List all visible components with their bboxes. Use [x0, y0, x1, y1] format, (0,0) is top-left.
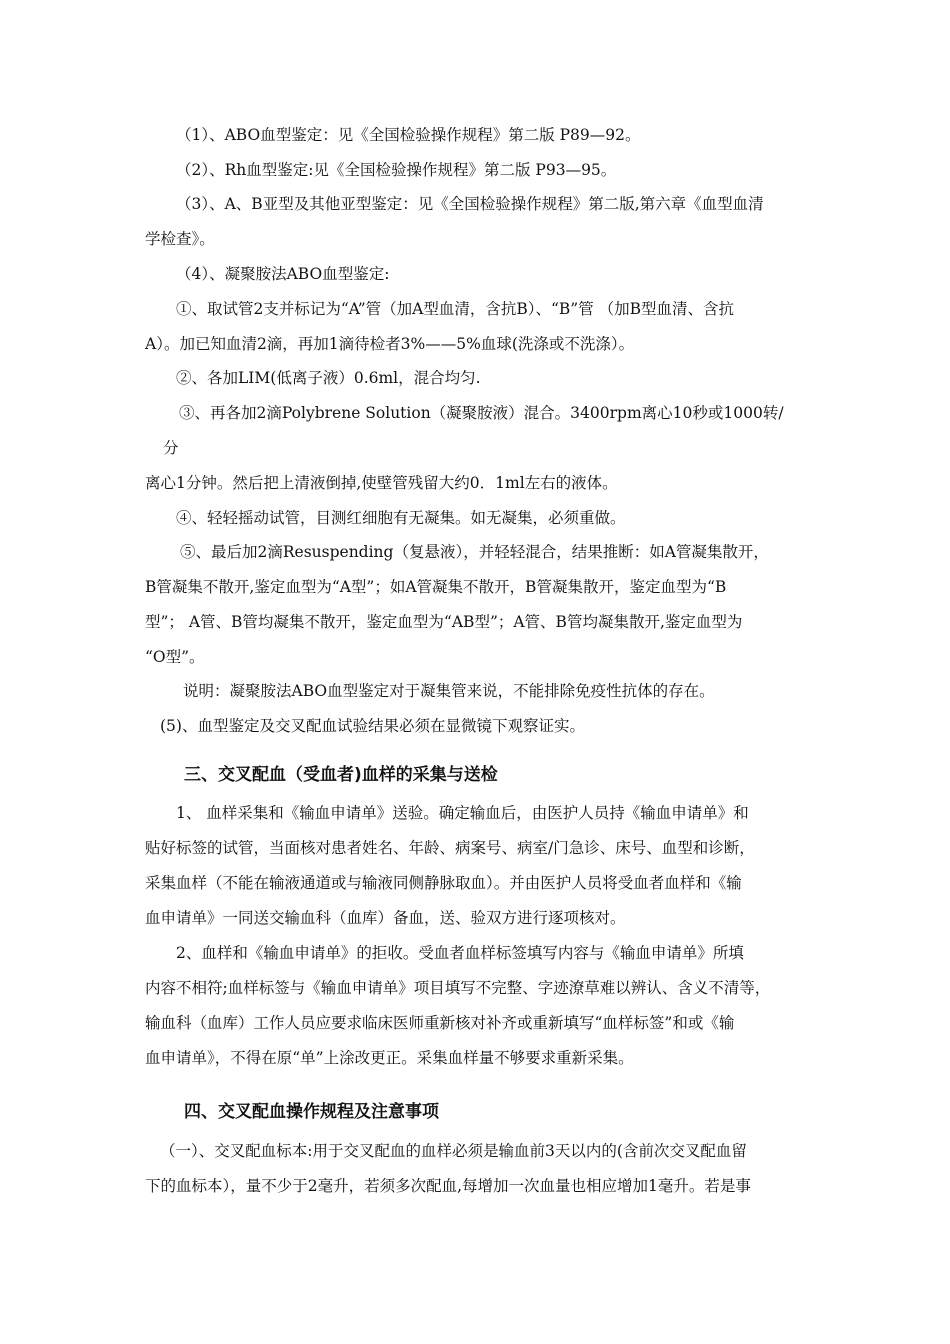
- text-line: 型”； A管、B管均凝集不散开，鉴定血型为“AB型”；A管、B管均凝集散开,鉴定血型为: [145, 613, 743, 631]
- text-line: 说明：凝聚胺法ABO血型鉴定对于凝集管来说，不能排除免疫性抗体的存在。: [183, 682, 715, 700]
- text-line: 离心1分钟。然后把上清液倒掉,使壁管残留大约0．1ml左右的液体。: [145, 474, 618, 492]
- text-line: （1）、ABO血型鉴定：见《全国检验操作规程》第二版 P89—92。: [176, 126, 641, 144]
- text-line: 血申请单》一同送交输血科（血库）备血，送、验双方进行逐项核对。: [145, 909, 626, 927]
- text-line: 2、血样和《输血申请单》的拒收。受血者血样标签填写内容与《输血申请单》所填: [176, 944, 744, 962]
- text-line: ①、取试管2支并标记为“A”管（加A型血清，含抗B）、“B”管 （加B型血清、含抗: [176, 300, 735, 318]
- text-line: 学检查》。: [145, 230, 215, 248]
- text-line: ④、轻轻摇动试管，目测红细胞有无凝集。如无凝集，必须重做。: [176, 509, 626, 527]
- text-line: （4）、凝聚胺法ABO血型鉴定:: [176, 265, 390, 283]
- text-line: 分: [163, 439, 179, 457]
- text-line: 1、 血样采集和《输血申请单》送验。确定输血后，由医护人员持《输血申请单》和: [176, 804, 749, 822]
- text-line: （2）、Rh血型鉴定:见《全国检验操作规程》第二版 P93—95。: [176, 161, 617, 179]
- text-line: ⑤、最后加2滴Resuspending（复悬液），并轻轻混合，结果推断：如A管凝集散开，: [180, 543, 769, 561]
- text-line: （一）、交叉配血标本:用于交叉配血的血样必须是输血前3天以内的(含前次交叉配血留: [160, 1142, 747, 1160]
- text-line: B管凝集不散开,鉴定血型为“A型”；如A管凝集不散开，B管凝集散开，鉴定血型为“B: [145, 578, 727, 596]
- text-line: 采集血样（不能在输液通道或与输液同侧静脉取血）。并由医护人员将受血者血样和《输: [145, 874, 742, 892]
- text-line: 内容不相符;血样标签与《输血申请单》项目填写不完整、字迹潦草难以辨认、含义不清等，: [145, 979, 771, 997]
- text-line: ③、再各加2滴Polybrene Solution（凝聚胺液）混合。3400rpm离心10秒或1000转/: [179, 404, 784, 422]
- text-line: 下的血标本），量不少于2毫升，若须多次配血,每增加一次血量也相应增加1毫升。若是事: [145, 1177, 751, 1195]
- text-line: (5)、血型鉴定及交叉配血试验结果必须在显微镜下观察证实。: [160, 717, 585, 735]
- text-line: A）。加已知血清2滴，再加1滴待检者3%——5%血球(洗涤或不洗涤）。: [145, 335, 635, 353]
- text-line: ②、各加LIM(低离子液）0.6ml，混合均匀.: [176, 369, 481, 387]
- section-heading: 三、交叉配血（受血者)血样的采集与送检: [184, 765, 498, 785]
- text-line: 贴好标签的试管，当面核对患者姓名、年龄、病案号、病室/门急诊、床号、血型和诊断，: [145, 839, 755, 857]
- text-line: “O型”。: [145, 648, 205, 666]
- text-line: （3）、A、B亚型及其他亚型鉴定：见《全国检验操作规程》第二版,第六章《血型血清: [176, 195, 764, 213]
- text-line: 输血科（血库）工作人员应要求临床医师重新核对补齐或重新填写“血样标签”和或《输: [145, 1014, 735, 1032]
- text-line: 血申请单》，不得在原“单”上涂改更正。采集血样量不够要求重新采集。: [145, 1049, 634, 1067]
- section-heading: 四、交叉配血操作规程及注意事项: [184, 1102, 439, 1122]
